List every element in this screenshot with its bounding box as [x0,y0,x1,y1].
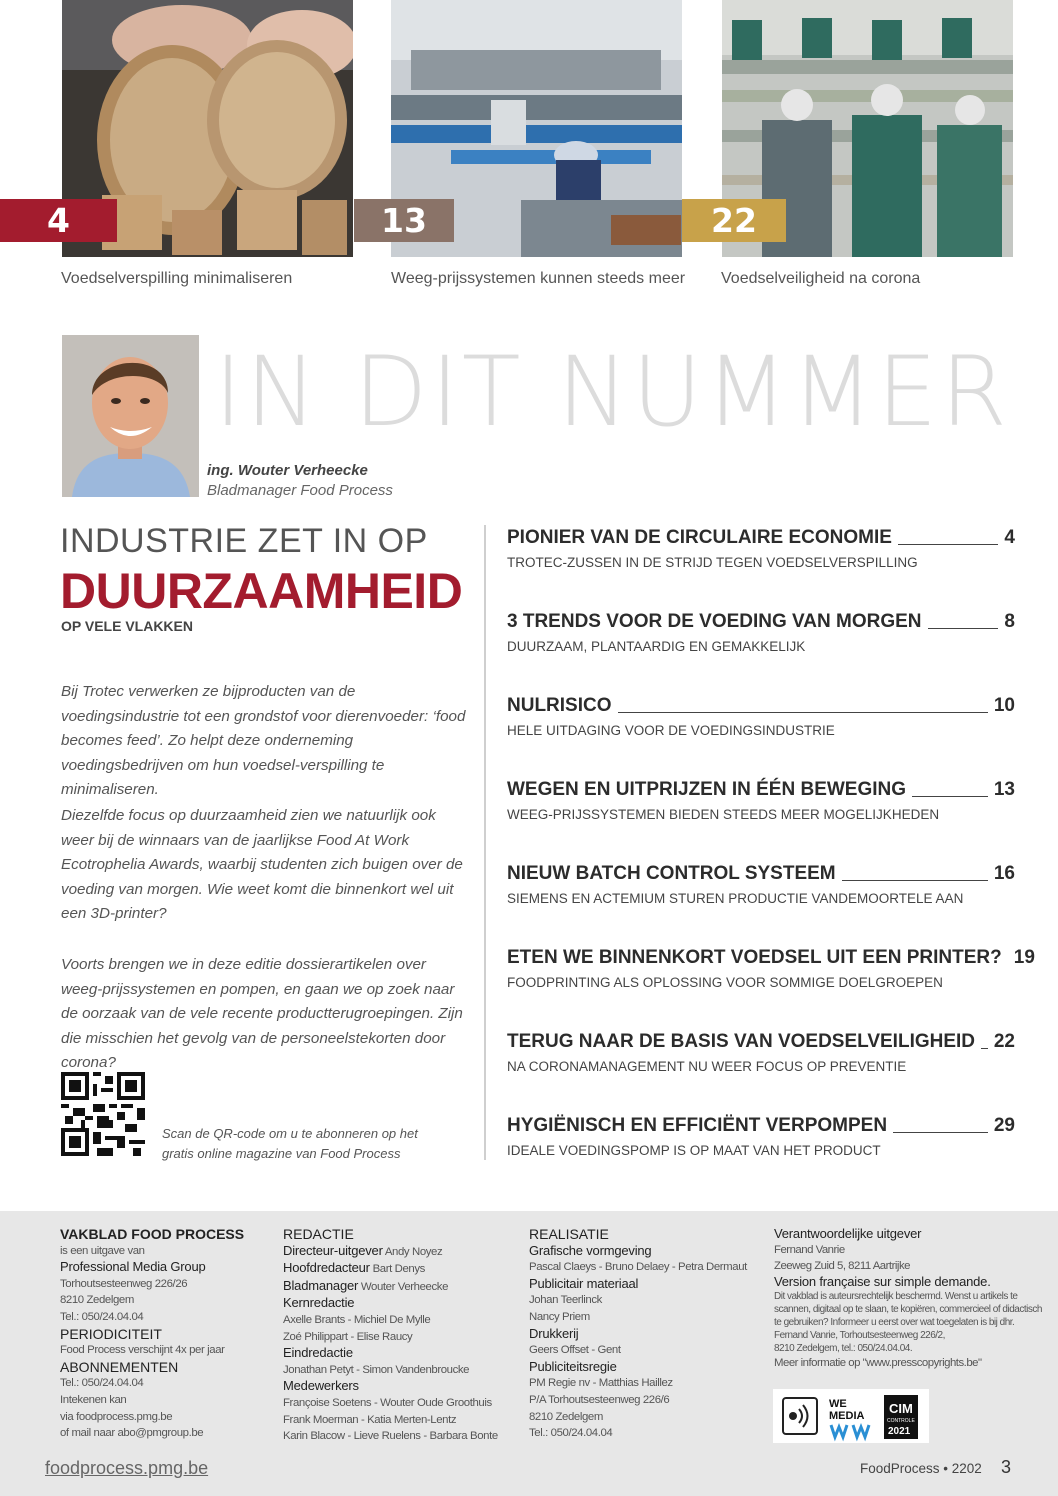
toc-leader [981,1048,988,1049]
colophon-line: Intekenen kan [60,1393,127,1406]
editorial-kicker: INDUSTRIE ZET IN OP [60,522,428,560]
colophon-line: 8210 Zedelgem, tel.: 050/24.04.04. [774,1343,913,1354]
caption-weighing: Weeg-prijssystemen kunnen steeds meer [391,270,686,287]
footer-issue: FoodProcess • 2202 [860,1461,982,1476]
toc-page-number: 16 [993,863,1015,884]
cim-logo-text: CIM [889,1401,913,1416]
colophon-line: Tel.: 050/24.04.04 [60,1377,144,1390]
editorial-subkicker: OP VELE VLAKKEN [61,618,193,634]
colophon-line: Dit vakblad is auteursrechtelijk beschermd. Wenst u artikels te [774,1291,1018,1302]
colophon-role: Medewerkers [283,1378,359,1394]
colophon-editorial [283,1226,523,1445]
page-title: IN DIT NUMMER [214,336,1011,448]
colophon-line: Johan Teerlinck [529,1294,602,1307]
qr-caption: Scan de QR-code om u te abonneren op het gratis online magazine van Food Process [162,1126,418,1161]
toc-item[interactable] [507,527,1015,570]
toc-subtitle: IDEALE VOEDINGSPOMP IS OP MAAT VAN HET PRODUCT [507,1143,881,1158]
colophon-line: Meer informatie op "www.presscopyrights.be" [774,1357,982,1369]
colophon-line: of mail naar abo@pmgroup.be [60,1427,204,1440]
toc-page-number: 10 [993,695,1015,716]
caption-bread: Voedselverspilling minimaliseren [61,270,293,287]
toc-item[interactable] [507,1115,1015,1158]
author-name: ing. Wouter Verheecke [207,462,368,479]
colophon-heading: ABONNEMENTEN [60,1358,179,1375]
colophon-line: via foodprocess.pmg.be [60,1410,173,1423]
colophon-line: Frank Moerman - Katia Merten-Lentz [283,1413,457,1426]
toc-subtitle: NA CORONAMANAGEMENT NU WEER FOCUS OP PREVENTIE [507,1059,907,1074]
colophon-heading: PERIODICITEIT [60,1325,162,1342]
toc-title: NIEUW BATCH CONTROL SYSTEEM [507,863,836,884]
toc-title: TERUG NAAR DE BASIS VAN VOEDSELVEILIGHEID [507,1031,976,1052]
toc-item[interactable] [507,695,1015,738]
colophon-role: Grafische vormgeving [529,1242,652,1258]
colophon-heading: Verantwoordelijke uitgever [774,1226,922,1241]
colophon-person: Andy Noyez [384,1245,443,1258]
wemedia-logo-text: MEDIA [829,1410,865,1422]
toc-title: ETEN WE BINNENKORT VOEDSEL UIT EEN PRINTER? [507,947,1002,968]
colophon-role: Hoofdredacteur [283,1260,370,1276]
colophon-role: Directeur-uitgever [283,1242,383,1258]
toc-item[interactable] [507,779,1015,822]
toc-subtitle: HELE UITDAGING VOOR DE VOEDINGSINDUSTRIE [507,723,835,738]
toc-page-number: 29 [993,1115,1015,1136]
colophon-heading: REALISATIE [529,1226,609,1242]
toc-subtitle: WEEG-PRIJSSYSTEMEN BIEDEN STEEDS MEER MOGELIJKHEDEN [507,807,940,822]
toc-item[interactable] [507,1031,1015,1074]
editorial-paragraph: Voorts brengen we in deze editie dossierartikelen over weeg-prijssystemen en pompen, en gaan we op zoek naar de oorzaak van de vele recente productterugroepingen. Zijn die misschien het gevolg van de personeelstekorten door corona? [61,956,463,1072]
partner-logos [773,1389,929,1443]
toc-item[interactable] [507,947,1035,990]
colophon-role: Drukkerij [529,1325,579,1341]
colophon-person: Bart Denys [372,1263,425,1276]
toc-item[interactable] [507,863,1015,906]
colophon-role: Publicitair materiaal [529,1275,639,1291]
colophon-line: te gebruiken? Informeer u eerst over wat toegelaten is bij dhr. [774,1317,1015,1328]
colophon-line: scannen, digitaal op te slaan, te kopiëren, commercieel of didactisch [774,1304,1042,1315]
caption-food-safety: Voedselveiligheid na corona [721,270,921,287]
toc-title: WEGEN EN UITPRIJZEN IN ÉÉN BEWEGING [507,779,907,800]
toc-leader [842,880,988,881]
colophon-line: P/A Torhoutsesteenweg 226/6 [529,1393,670,1406]
colophon-line: Pascal Claeys - Bruno Delaey - Petra Dermaut [529,1261,747,1274]
colophon-line: Fernand Vanrie, Torhoutsesteenweg 226/2, [774,1330,945,1341]
colophon-role: Bladmanager [283,1277,359,1293]
colophon-line: is een uitgave van [60,1244,145,1257]
toc-item[interactable] [507,611,1015,654]
colophon-line: 8210 Zedelgem [529,1410,603,1423]
cim-logo-text: CONTROLE [887,1418,915,1424]
cim-logo-year: 2021 [888,1426,911,1437]
colophon-line: Geers Offset - Gent [529,1344,621,1357]
colophon-line: Tel.: 050/24.04.04 [60,1310,144,1323]
footer-website-link[interactable]: foodprocess.pmg.be [45,1458,209,1478]
colophon-line: Axelle Brants - Michiel De Mylle [283,1313,431,1326]
toc-title: 3 TRENDS VOOR DE VOEDING VAN MORGEN [507,611,922,632]
colophon-production [529,1226,769,1442]
author-portrait [62,335,199,497]
toc-page-number: 19 [1013,947,1035,968]
colophon-person: Wouter Verheecke [360,1280,449,1293]
subscribe-qr-code[interactable] [61,1072,145,1156]
footer-page-number: 3 [1001,1457,1012,1477]
toc-page-number: 4 [1004,527,1015,548]
toc-subtitle: FOODPRINTING ALS OPLOSSING VOOR SOMMIGE DOELGROEPEN [507,975,943,990]
colophon-heading: REDACTIE [283,1226,354,1242]
toc-page-number: 8 [1004,611,1015,632]
toc-subtitle: TROTEC-ZUSSEN IN DE STRIJD TEGEN VOEDSELVERSPILLING [507,555,918,570]
author-role: Bladmanager Food Process [207,482,393,499]
editorial-paragraph: Diezelfde focus op duurzaamheid zien we natuurlijk ook weer bij de winnaars van de jaarlijkse Food At Work Ecotrophelia Awards, waarbij studenten zich buigen over de voeding van morgen. Wie weet komt die binnenkort wel uit een 3D-printer? [61,807,463,923]
toc-title: NULRISICO [507,695,612,716]
colophon-role: Publiciteitsregie [529,1358,617,1374]
toc-page-number: 22 [993,1031,1015,1052]
colophon-heading: Version française sur simple demande. [774,1274,991,1289]
colophon-line: Torhoutsesteenweg 226/26 [60,1277,188,1290]
toc-leader [618,712,988,713]
editorial-paragraph: Bij Trotec verwerken ze bijproducten van de voedingsindustrie tot een grondstof voor dierenvoeder: ‘food becomes feed’. Zo helpt deze onderneming voedingsbedrijven om hun voedsel-verspilling te minimaliseren. [61,683,466,799]
toc-title: HYGIËNISCH EN EFFICIËNT VERPOMPEN [507,1115,888,1136]
colophon-line: Food Process verschijnt 4x per jaar [60,1344,225,1357]
colophon-line: Karin Blacow - Lieve Ruelens - Barbara Bonte [283,1430,498,1443]
colophon-line: Professional Media Group [60,1259,206,1275]
toc-leader [928,628,999,629]
colophon-line: Zoé Philippart - Elise Raucy [283,1330,413,1343]
toc-title: PIONIER VAN DE CIRCULAIRE ECONOMIE [507,527,892,548]
colophon-line: Nancy Priem [529,1310,590,1323]
wemedia-logo-text: WE [829,1398,847,1410]
editorial-headline: DUURZAAMHEID [60,563,463,619]
toc-leader [898,544,998,545]
colophon-heading: VAKBLAD FOOD PROCESS [60,1226,245,1242]
colophon-line: Fernand Vanrie [774,1244,845,1256]
page-badge-22: 22 [682,199,786,242]
toc-leader [912,796,988,797]
toc-subtitle: DUURZAAM, PLANTAARDIG EN GEMAKKELIJK [507,639,806,654]
colophon-line: Françoise Soetens - Wouter Oude Groothuis [283,1396,492,1409]
colophon-line: Zeeweg Zuid 5, 8211 Aartrijke [774,1260,910,1272]
colophon-role: Kernredactie [283,1295,355,1311]
toc-page-number: 13 [993,779,1015,800]
toc-leader [893,1132,988,1133]
page-badge-4: 4 [0,199,117,242]
colophon-responsible-publisher [774,1226,1044,1371]
colophon-publisher [60,1226,275,1442]
colophon-line: Jonathan Petyt - Simon Vandenbroucke [283,1363,470,1376]
page-badge-13: 13 [354,199,454,242]
colophon-line: Tel.: 050/24.04.04 [529,1427,613,1440]
colophon-role: Eindredactie [283,1345,353,1361]
colophon-line: 8210 Zedelgem [60,1294,134,1307]
toc-divider [484,525,486,1160]
toc-subtitle: SIEMENS EN ACTEMIUM STUREN PRODUCTIE VANDEMOORTELE AAN [507,891,964,906]
colophon-line: PM Regie nv - Matthias Haillez [529,1377,673,1390]
